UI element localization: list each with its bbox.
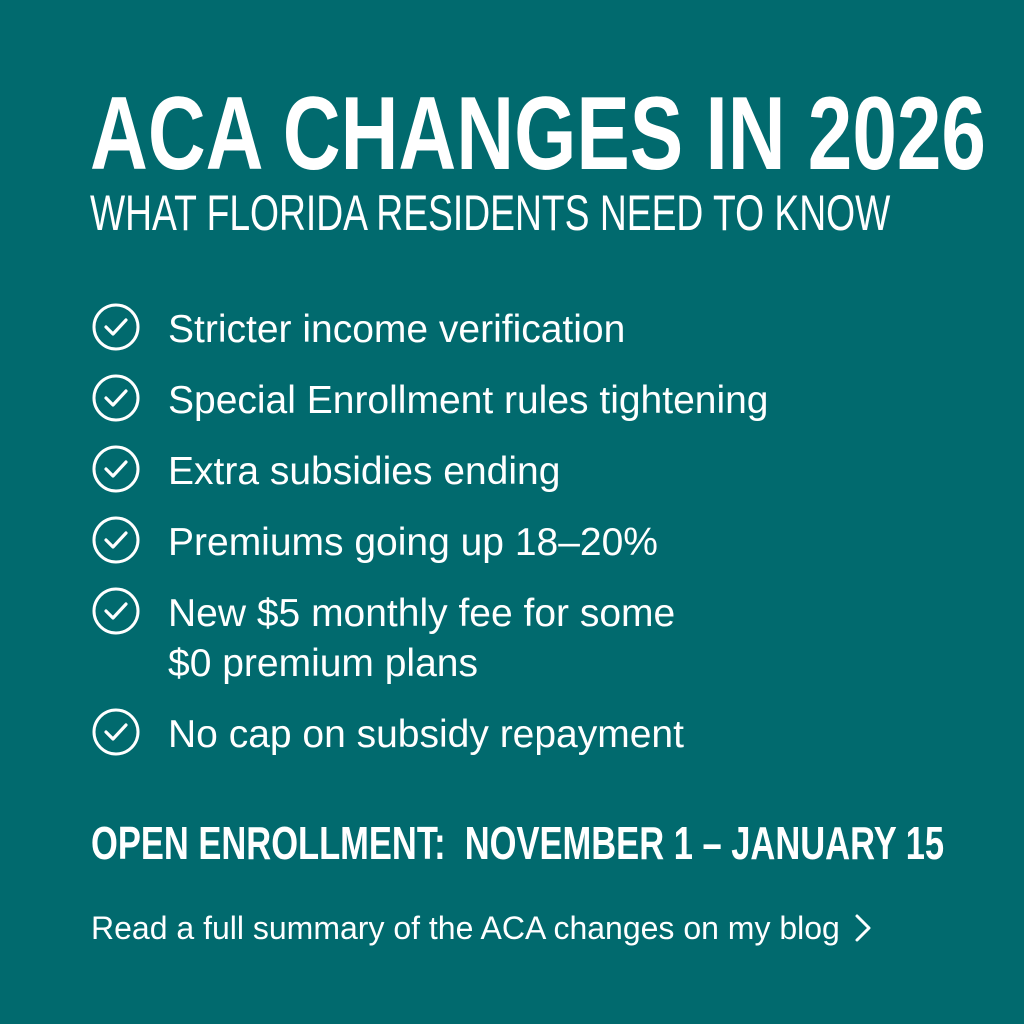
chevron-right-icon[interactable] [854,913,872,943]
list-item-text [168,589,675,689]
page-title [90,76,1024,192]
check-circle-icon [92,445,140,493]
open-enrollment-dates [91,817,1024,869]
list-item-line: New $5 monthly fee for some [168,592,676,635]
list-item-line: $0 premium plans [168,642,478,685]
check-circle-icon [92,374,140,422]
list-item-text: Special Enrollment rules tightening [168,379,769,422]
check-circle-icon [92,303,140,351]
list-item [92,447,560,497]
list-item [92,376,769,426]
list-item [92,518,658,568]
blog-link[interactable] [91,908,872,948]
list-item-text: Premiums going up 18–20% [168,521,658,564]
list-item [92,710,684,760]
list-item [92,305,625,355]
open-enrollment-text: OPEN ENROLLMENT: NOVEMBER 1 – JANUARY 15 [91,817,945,869]
blog-link-text[interactable]: Read a full summary of the ACA changes on my blog [91,910,840,946]
check-circle-icon [92,516,140,564]
list-item-text: Stricter income verification [168,308,626,351]
list-item-text: Extra subsidies ending [168,450,561,493]
subtitle-text: WHAT FLORIDA RESIDENTS NEED TO KNOW [90,185,891,241]
check-circle-icon [92,587,140,635]
subtitle [90,185,1024,241]
list-item [92,589,675,689]
list-item-text: No cap on subsidy repayment [168,713,684,756]
title-text: ACA CHANGES IN 2026 [90,76,986,192]
check-circle-icon [92,708,140,756]
